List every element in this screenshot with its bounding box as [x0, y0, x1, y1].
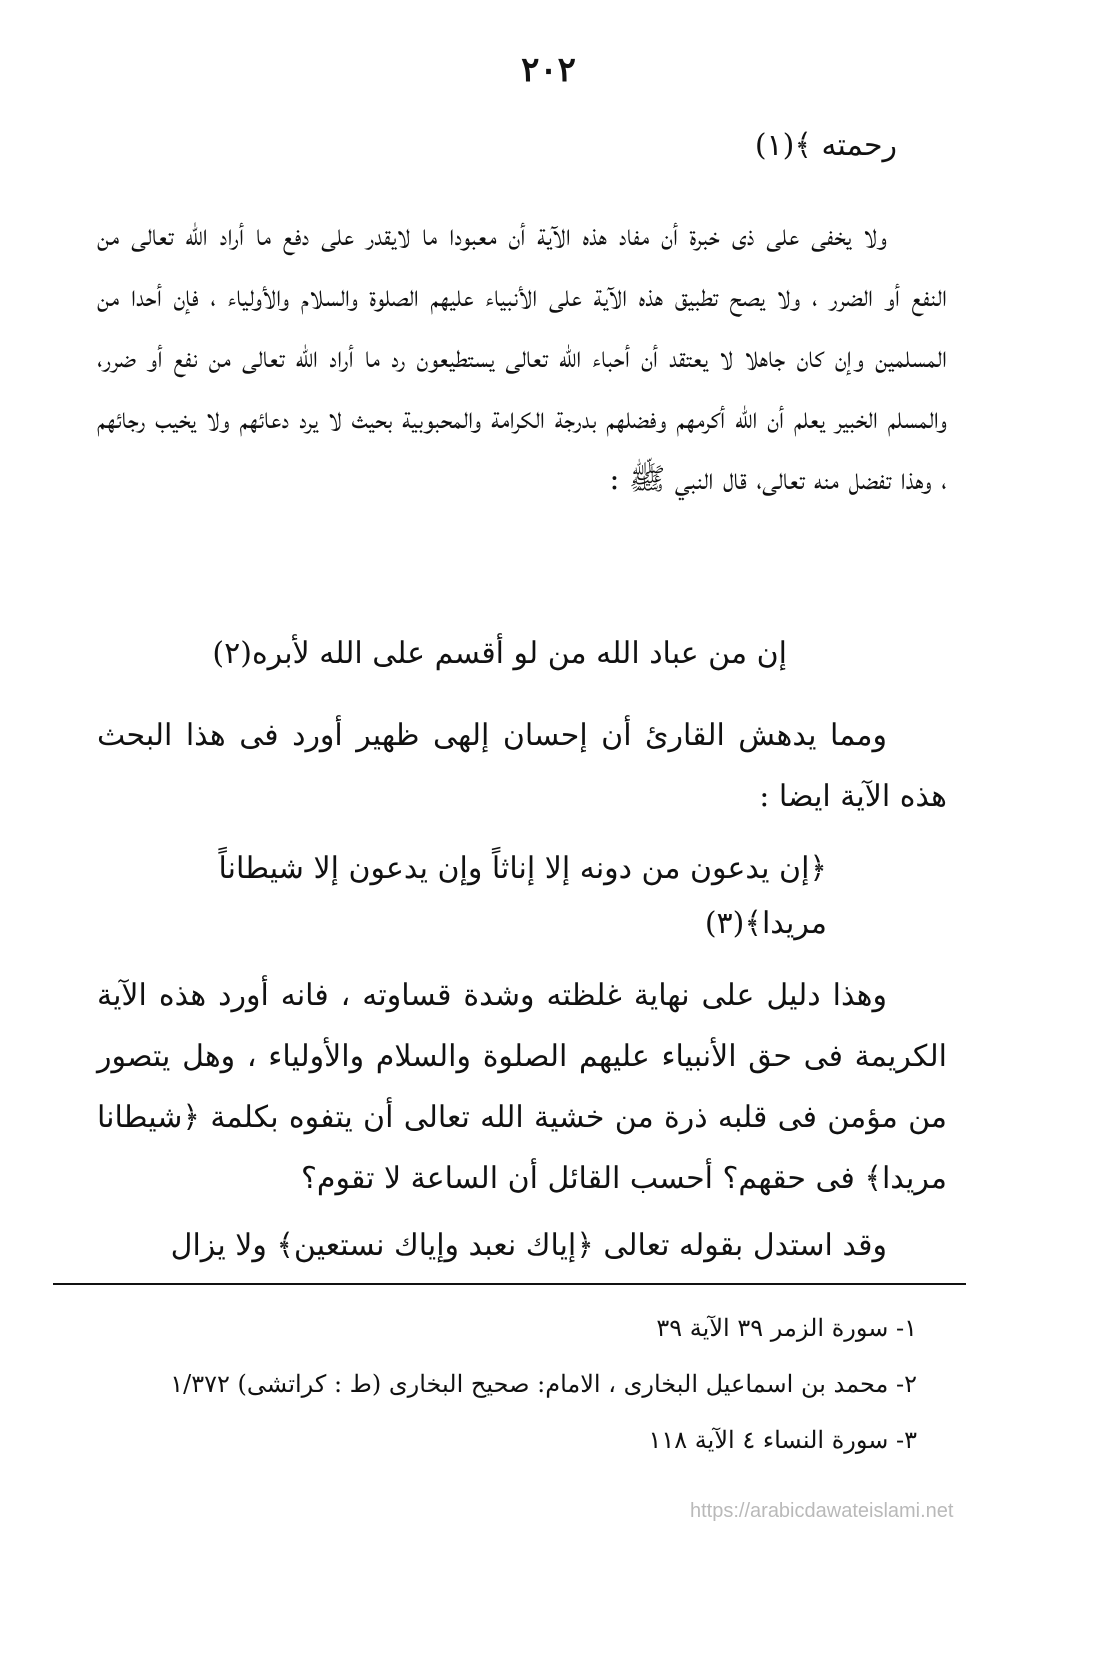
paragraph-3: وهذا دليل على نهاية غلظته وشدة قساوته ، فانه أورد هذه الآية الكريمة فى حق الأنبياء عليهم الصلوة والسلام والأولياء ، وهل يتصور من مؤمن فى قلبه ذرة من خشية الله تعالى أن يتفوه بكلمة ﴿شيطانا مريدا﴾ فى حقهم؟ أحسب القائل أن الساعة لا تقوم؟ — [97, 978, 947, 1196]
footnote-2: ٢- محمد بن اسماعيل البخارى ، الامام: صحيح البخارى (ط : كراتشى) ١/٣٧٢ — [170, 1370, 917, 1398]
paragraph-1: ولا يخفى على ذى خبرة أن مفاد هذه الآية أن معبودا ما لايقدر على دفع ما أراد الله تعالى من النفع أو الضرر ، ولا يصح تطبيق هذه الآية على الأنبياء عليهم الصلوة والسلام والأولياء ، فإن أحدا من المسلمين وإن كان جاهلا لا يعتقد أن أحباء الله تعالى يستطيعون رد ما أراد الله تعالى من نفع أو ضرر، والمسلم الخبير يعلم أن الله أكرمهم وفضلهم بدرجة الكرامة والمحبوبية بحيث لا يرد دعائهم ولا يخيب رجائهم ، وهذا تفضل منه تعالى، قال النبي ﷺ : — [97, 218, 947, 497]
footnotes — [47, 1300, 917, 1468]
footnote-3: ٣- سورة النساء ٤ الآية ١١٨ — [648, 1426, 917, 1454]
watermark-url: https://arabicdawateislami.net — [690, 1500, 954, 1522]
footnote-1: ١- سورة الزمر ٣٩ الآية ٣٩ — [656, 1314, 917, 1342]
paragraph-4: وقد استدل بقوله تعالى ﴿إياك نعبد وإياك نستعين﴾ ولا يزال — [170, 1228, 887, 1263]
footnote-divider — [53, 1283, 966, 1285]
verse-line-2: مريدا﴾(٣) — [704, 906, 827, 941]
hadith-quote: إن من عباد الله من لو أقسم على الله لأبره(٢) — [212, 636, 787, 671]
verse-line-1: ﴿إن يدعون من دونه إلا إناثاً وإن يدعون إلا شيطاناً — [218, 851, 827, 886]
continuation-text: رحمته ﴾(١) — [754, 128, 897, 163]
paragraph-2: ومما يدهش القارئ أن إحسان إلهى ظهير أورد فى هذا البحث هذه الآية ايضا : — [97, 718, 947, 814]
page-number: ٢٠٢ — [521, 50, 576, 90]
